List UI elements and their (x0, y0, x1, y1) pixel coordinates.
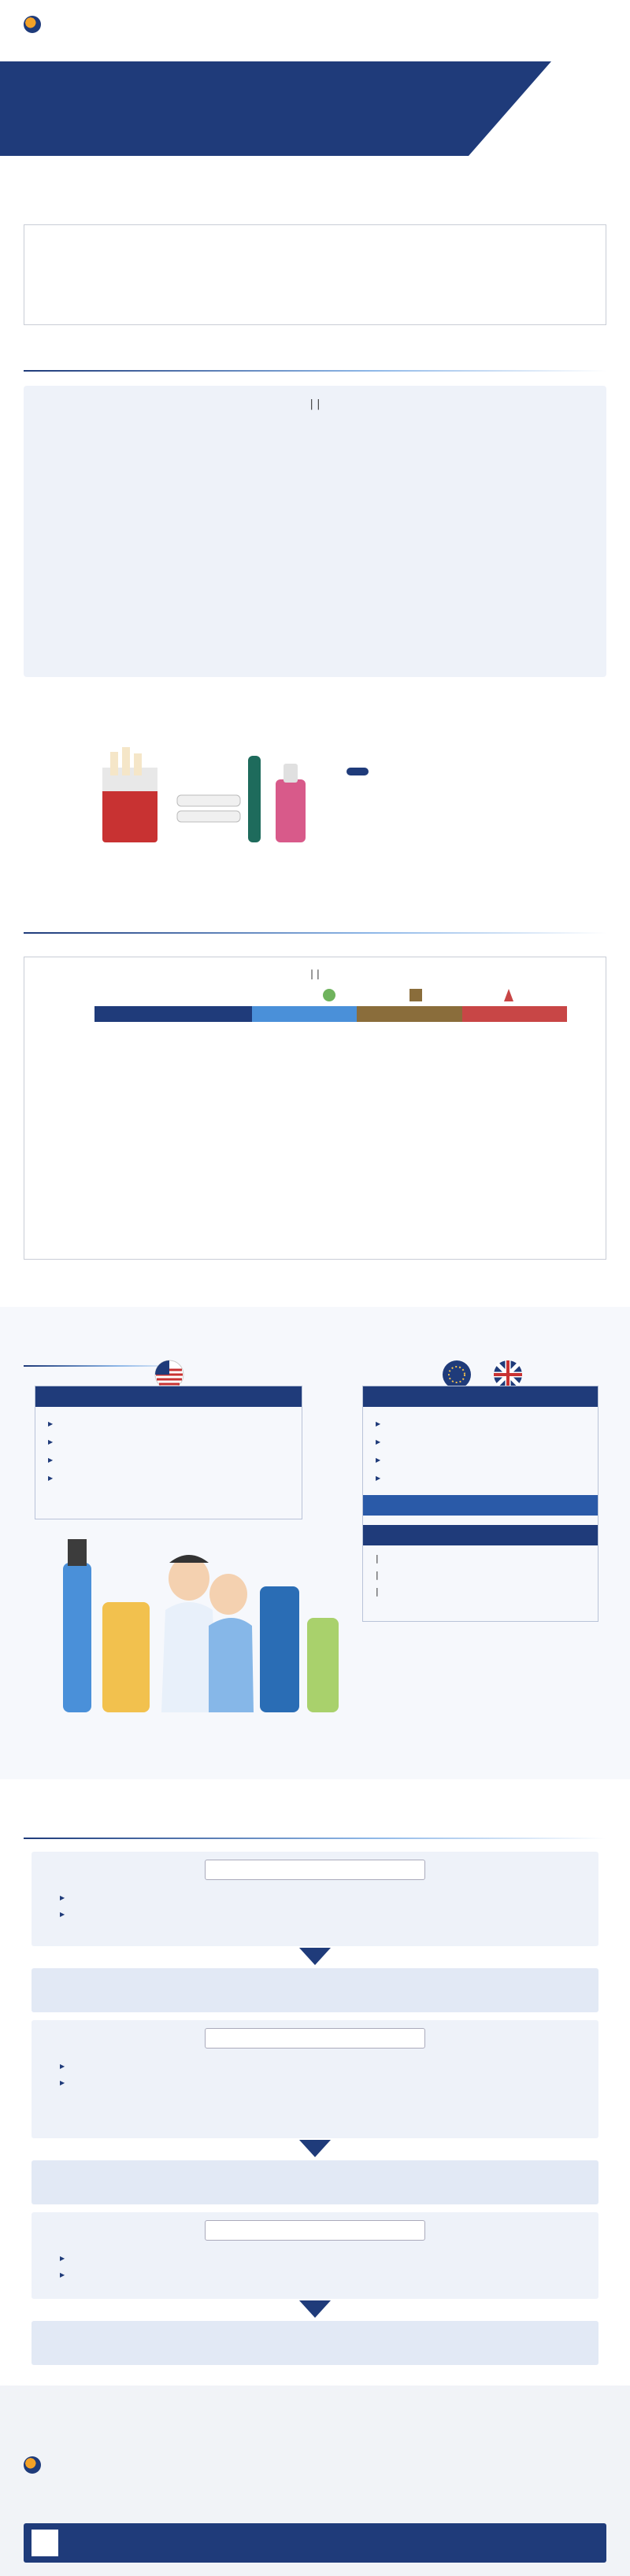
flavor-rules (363, 1545, 598, 1604)
policy1-item (60, 1889, 595, 1906)
eu-list (363, 1407, 598, 1495)
eu-head (363, 1386, 598, 1407)
nicotine-source-icons (315, 986, 551, 1005)
law-table (94, 1006, 567, 1022)
policy3-item (60, 2250, 595, 2267)
title-banner (0, 61, 551, 156)
qr-bar (24, 2523, 606, 2563)
us-head (35, 1386, 302, 1407)
section4-rule (24, 1838, 606, 1839)
bar-chart (32, 449, 598, 606)
us-list (35, 1407, 302, 1495)
policy2-item (60, 2058, 595, 2074)
concern-bubble (346, 768, 369, 775)
policy2-item (60, 2074, 595, 2091)
policy3-head (205, 2220, 425, 2241)
arrow-down-icon (299, 2140, 331, 2157)
flask-icon (504, 989, 513, 1001)
us-item (48, 1415, 289, 1433)
flavor-rule-row: | (376, 1553, 379, 1564)
chart-title: | | (309, 398, 321, 410)
eu-box (362, 1386, 598, 1622)
e-cigarette-illustration (87, 736, 323, 862)
us-item (48, 1451, 289, 1469)
policy3-conclusion-box (32, 2321, 598, 2365)
policy1-head (205, 1860, 425, 1880)
policy3-item (60, 2267, 595, 2283)
teen-vaping-illustration (47, 1531, 346, 1736)
arrow-down-icon (299, 2300, 331, 2318)
policy1-item (60, 1906, 595, 1923)
de-head (363, 1495, 598, 1516)
flavor-rule-head (363, 1525, 598, 1545)
law-table-title: | | (310, 968, 320, 979)
qr-code-icon (32, 2530, 58, 2556)
leaf-icon (323, 989, 335, 1001)
nars-emblem-icon (24, 16, 41, 33)
section1-rule (24, 370, 606, 372)
col-synth (462, 1006, 567, 1022)
policy1-conclusion-box (32, 1968, 598, 2012)
eu-item (376, 1433, 585, 1451)
stem-icon (410, 989, 422, 1001)
us-box (35, 1386, 302, 1519)
policy1-list (60, 1889, 595, 1923)
nars-logo (24, 16, 46, 33)
col-rule (94, 1006, 252, 1022)
eu-item (376, 1451, 585, 1469)
arrow-down-icon (299, 1948, 331, 1965)
policy2-head (205, 2028, 425, 2049)
section2-rule (24, 932, 606, 934)
overview-box (24, 224, 606, 325)
eu-item (376, 1469, 585, 1487)
us-item (48, 1433, 289, 1451)
policy3-list (60, 2250, 595, 2283)
col-leaf (252, 1006, 357, 1022)
footer-logo (24, 2456, 46, 2474)
policy2-list (60, 2058, 595, 2091)
flavor-rule-row: | (376, 1586, 379, 1597)
us-item (48, 1469, 289, 1487)
eu-item (376, 1415, 585, 1433)
flavor-rule-row: | (376, 1570, 379, 1580)
col-stem (357, 1006, 461, 1022)
de-text (363, 1516, 598, 1525)
nars-emblem-icon (24, 2456, 41, 2474)
policy2-conclusion-box (32, 2160, 598, 2204)
